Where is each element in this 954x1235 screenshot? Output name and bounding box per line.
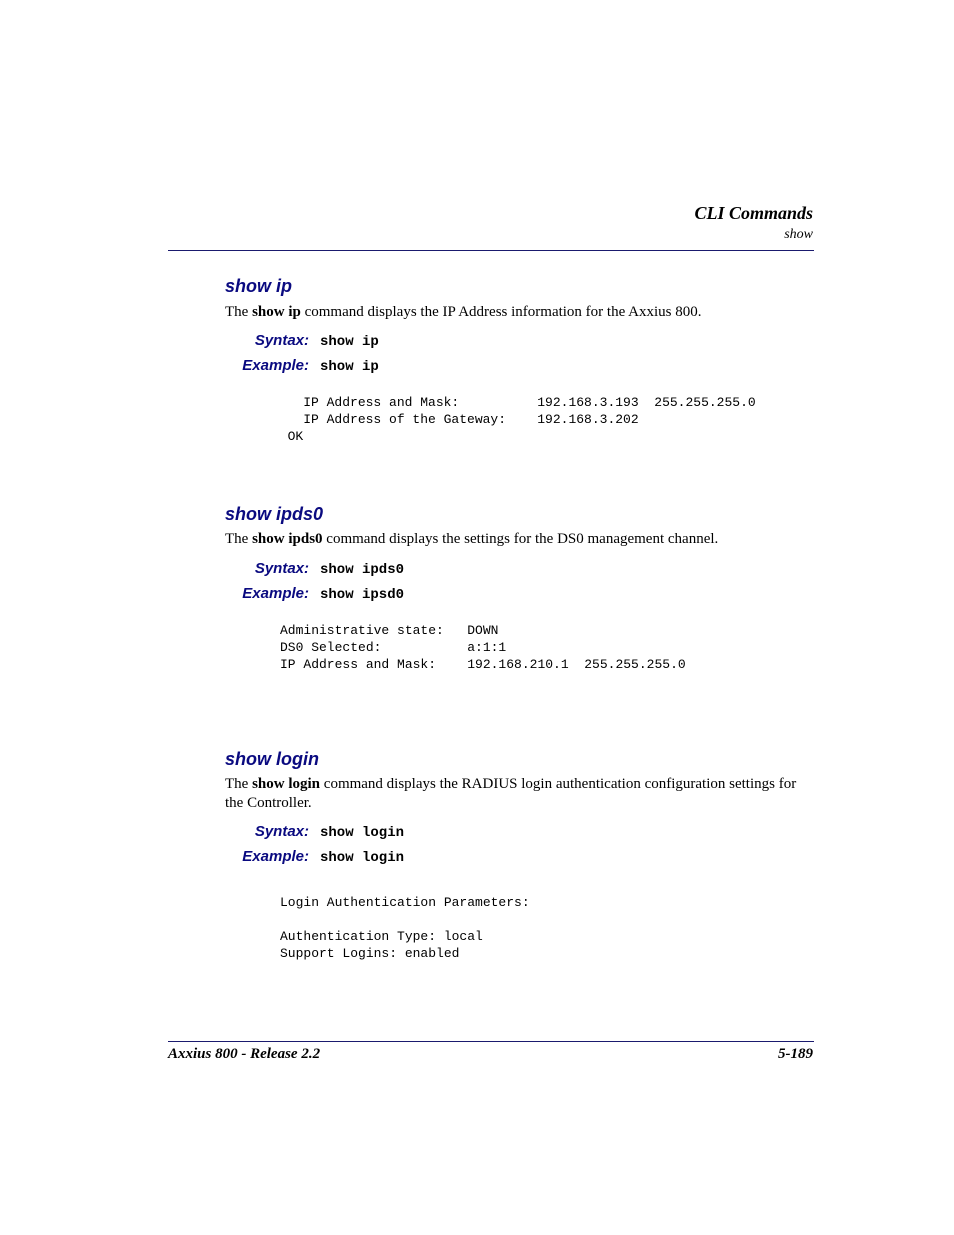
running-header-subtitle: show <box>784 227 813 242</box>
syntax-command: show ip <box>320 334 379 350</box>
section-heading-show-ip: show ip <box>225 276 292 296</box>
example-label: Example: <box>242 848 309 865</box>
footer-release: Axxius 800 - Release 2.2 <box>168 1046 321 1062</box>
header-rule <box>168 250 814 251</box>
example-command: show ip <box>320 359 379 375</box>
page-number: 5-189 <box>778 1046 813 1062</box>
section-heading-show-login: show login <box>225 749 319 769</box>
syntax-label: Syntax: <box>254 823 309 840</box>
section-description: The show login command displays the RADIUS login authentication configuration settings for the Controller. <box>225 776 797 811</box>
example-output: Administrative state: DOWN DS0 Selected: a:1:1 IP Address and Mask: 192.168.210.1 255.255.255.0 <box>280 623 686 672</box>
section-description: The show ipds0 command displays the settings for the DS0 management channel. <box>225 531 719 547</box>
example-output: IP Address and Mask: 192.168.3.193 255.255.255.0 IP Address of the Gateway: 192.168.3.202 OK <box>287 395 756 444</box>
syntax-command: show login <box>320 825 405 841</box>
command-name: show ipds0 <box>252 531 323 547</box>
example-command: show login <box>320 850 405 866</box>
section-heading-show-ipds0: show ipds0 <box>225 504 324 524</box>
example-label: Example: <box>242 357 309 374</box>
running-header-title: CLI Commands <box>694 203 813 223</box>
footer-rule <box>168 1041 814 1042</box>
example-output: Login Authentication Parameters: Authentication Type: local Support Logins: enabled <box>280 895 530 961</box>
syntax-command: show ipds0 <box>320 562 405 578</box>
example-label: Example: <box>242 585 309 602</box>
syntax-label: Syntax: <box>254 560 309 577</box>
syntax-label: Syntax: <box>254 332 309 349</box>
example-command: show ipsd0 <box>320 587 405 603</box>
section-description: The show ip command displays the IP Address information for the Axxius 800. <box>225 304 702 320</box>
command-name: show ip <box>252 304 301 320</box>
command-name: show login <box>252 776 321 792</box>
